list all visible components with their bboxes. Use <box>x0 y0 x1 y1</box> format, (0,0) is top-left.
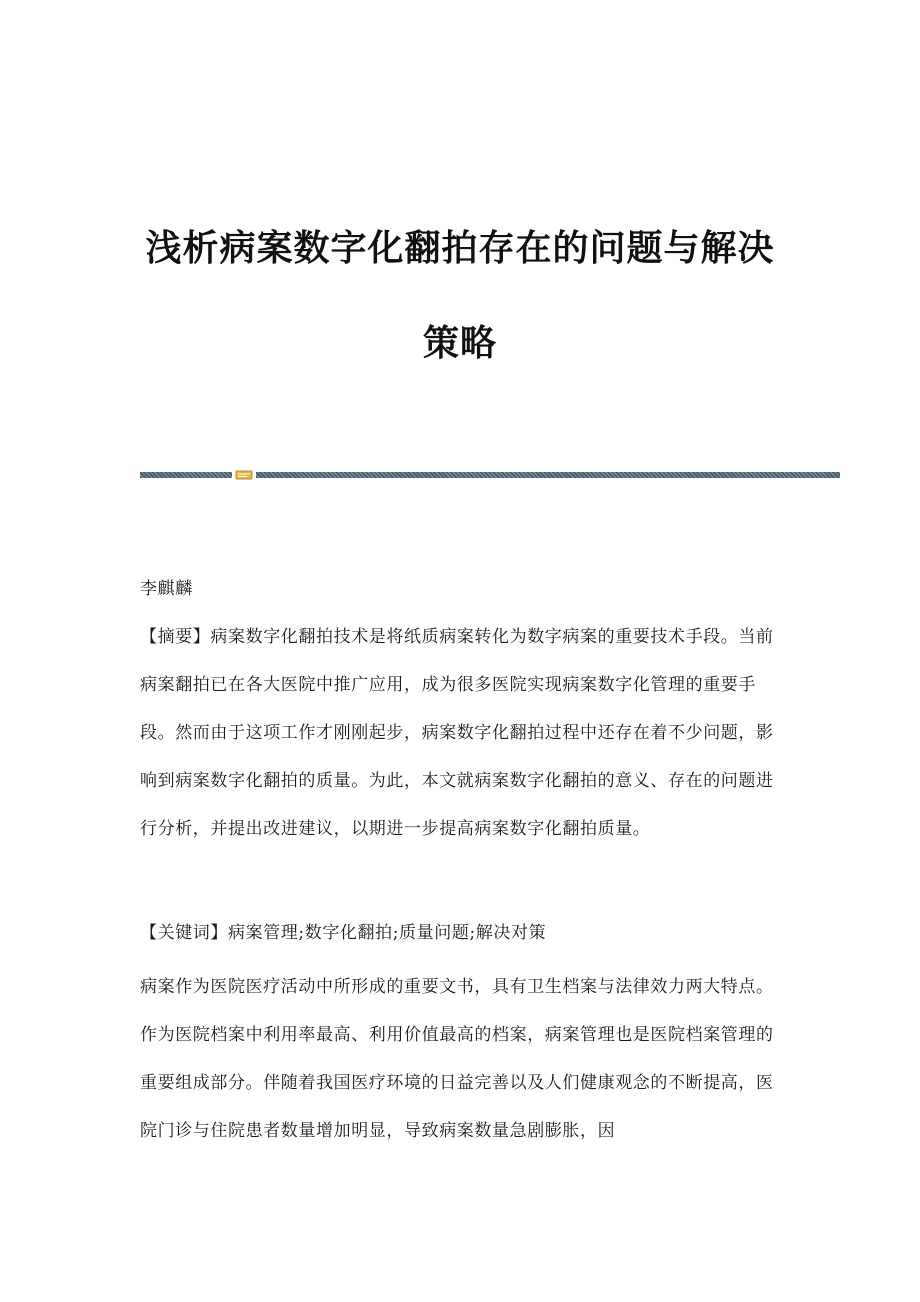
document-ornament-icon <box>235 470 253 480</box>
keywords-label: 【关键词】 <box>140 923 228 943</box>
abstract-paragraph <box>140 613 780 853</box>
page-title: 浅析病案数字化翻拍存在的问题与解决 <box>145 228 775 269</box>
abstract-label: 【摘要】 <box>140 627 211 647</box>
abstract-text: 病案数字化翻拍技术是将纸质病案转化为数字病案的重要技术手段。当前病案翻拍已在各大医院中推广应用，成为很多医院实现病案数字化管理的重要手段。然而由于这项工作才刚刚起步，病案数字化翻拍过程中还存在着不少问题，影响到病案数字化翻拍的质量。为此，本文就病案数字化翻拍的意义、存在的问题进行分析，并提出改进建议，以期进一步提高病案数字化翻拍质量。 <box>140 627 774 839</box>
keywords-text: 病案管理;数字化翻拍;质量问题;解决对策 <box>228 923 547 943</box>
title-divider <box>140 470 840 480</box>
divider-bar-right <box>256 472 840 478</box>
keywords-paragraph <box>140 909 780 957</box>
divider-bar-left <box>140 472 232 478</box>
author-name: 李麒麟 <box>140 579 193 599</box>
body-paragraph: 病案作为医院医疗活动中所形成的重要文书，具有卫生档案与法律效力两大特点。作为医院档案中利用率最高、利用价值最高的档案，病案管理也是医院档案管理的重要组成部分。伴随着我国医疗环境的日益完善以及人们健康观念的不断提高，医院门诊与住院患者数量增加明显，导致病案数量急剧膨胀，因 <box>140 977 774 1141</box>
page-title-continued: 策略 <box>422 323 497 364</box>
